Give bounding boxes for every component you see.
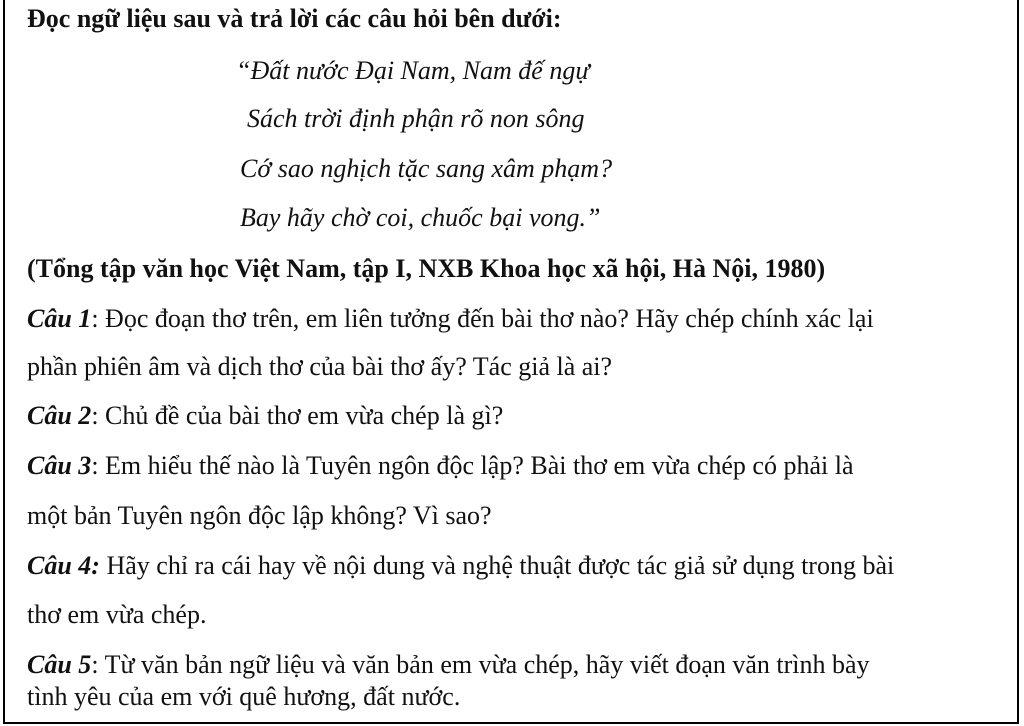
question-1 <box>27 304 874 334</box>
question-2-separator: : <box>91 401 99 430</box>
question-5-label: Câu 5 <box>27 650 92 679</box>
question-4-text: Hãy chỉ ra cái hay về nội dung và nghệ thuật được tác giả sử dụng trong bài <box>99 551 895 580</box>
question-4-continuation: thơ em vừa chép. <box>27 600 207 629</box>
poem-line-2: Sách trời định phận rõ non sông <box>247 104 585 133</box>
question-4-label: Câu 4: <box>27 551 100 580</box>
question-2 <box>27 401 503 431</box>
question-2-text: Chủ đề của bài thơ em vừa chép là gì? <box>98 401 504 430</box>
poem-line-3: Cớ sao nghịch tặc sang xâm phạm? <box>240 154 613 183</box>
instruction-heading: Đọc ngữ liệu sau và trả lời các câu hỏi bên dưới: <box>27 4 562 33</box>
poem-line-4: Bay hãy chờ coi, chuốc bại vong.” <box>240 203 601 232</box>
poem-line-1: “Đất nước Đại Nam, Nam đế ngự <box>236 56 590 85</box>
question-3-separator: : <box>91 451 99 480</box>
question-3-text: Em hiểu thế nào là Tuyên ngôn độc lập? Bài thơ em vừa chép có phải là <box>98 451 854 480</box>
question-1-separator: : <box>91 304 99 333</box>
question-5-separator: : <box>91 650 99 679</box>
question-1-continuation: phần phiên âm và dịch thơ của bài thơ ấy? Tác giả là ai? <box>27 352 613 381</box>
question-3 <box>27 451 854 481</box>
question-5-text: Từ văn bản ngữ liệu và văn bản em vừa chép, hãy viết đoạn văn trình bày <box>98 650 870 679</box>
question-3-label: Câu 3 <box>27 451 92 480</box>
question-5 <box>27 650 870 680</box>
question-2-label: Câu 2 <box>27 401 92 430</box>
question-1-label: Câu 1 <box>27 304 92 333</box>
source-citation: (Tổng tập văn học Việt Nam, tập I, NXB Khoa học xã hội, Hà Nội, 1980) <box>27 254 826 283</box>
question-3-continuation: một bản Tuyên ngôn độc lập không? Vì sao? <box>27 501 492 530</box>
question-4 <box>27 551 894 581</box>
question-5-continuation: tình yêu của em với quê hương, đất nước. <box>27 682 461 711</box>
question-1-text: Đọc đoạn thơ trên, em liên tưởng đến bài thơ nào? Hãy chép chính xác lại <box>98 304 874 333</box>
